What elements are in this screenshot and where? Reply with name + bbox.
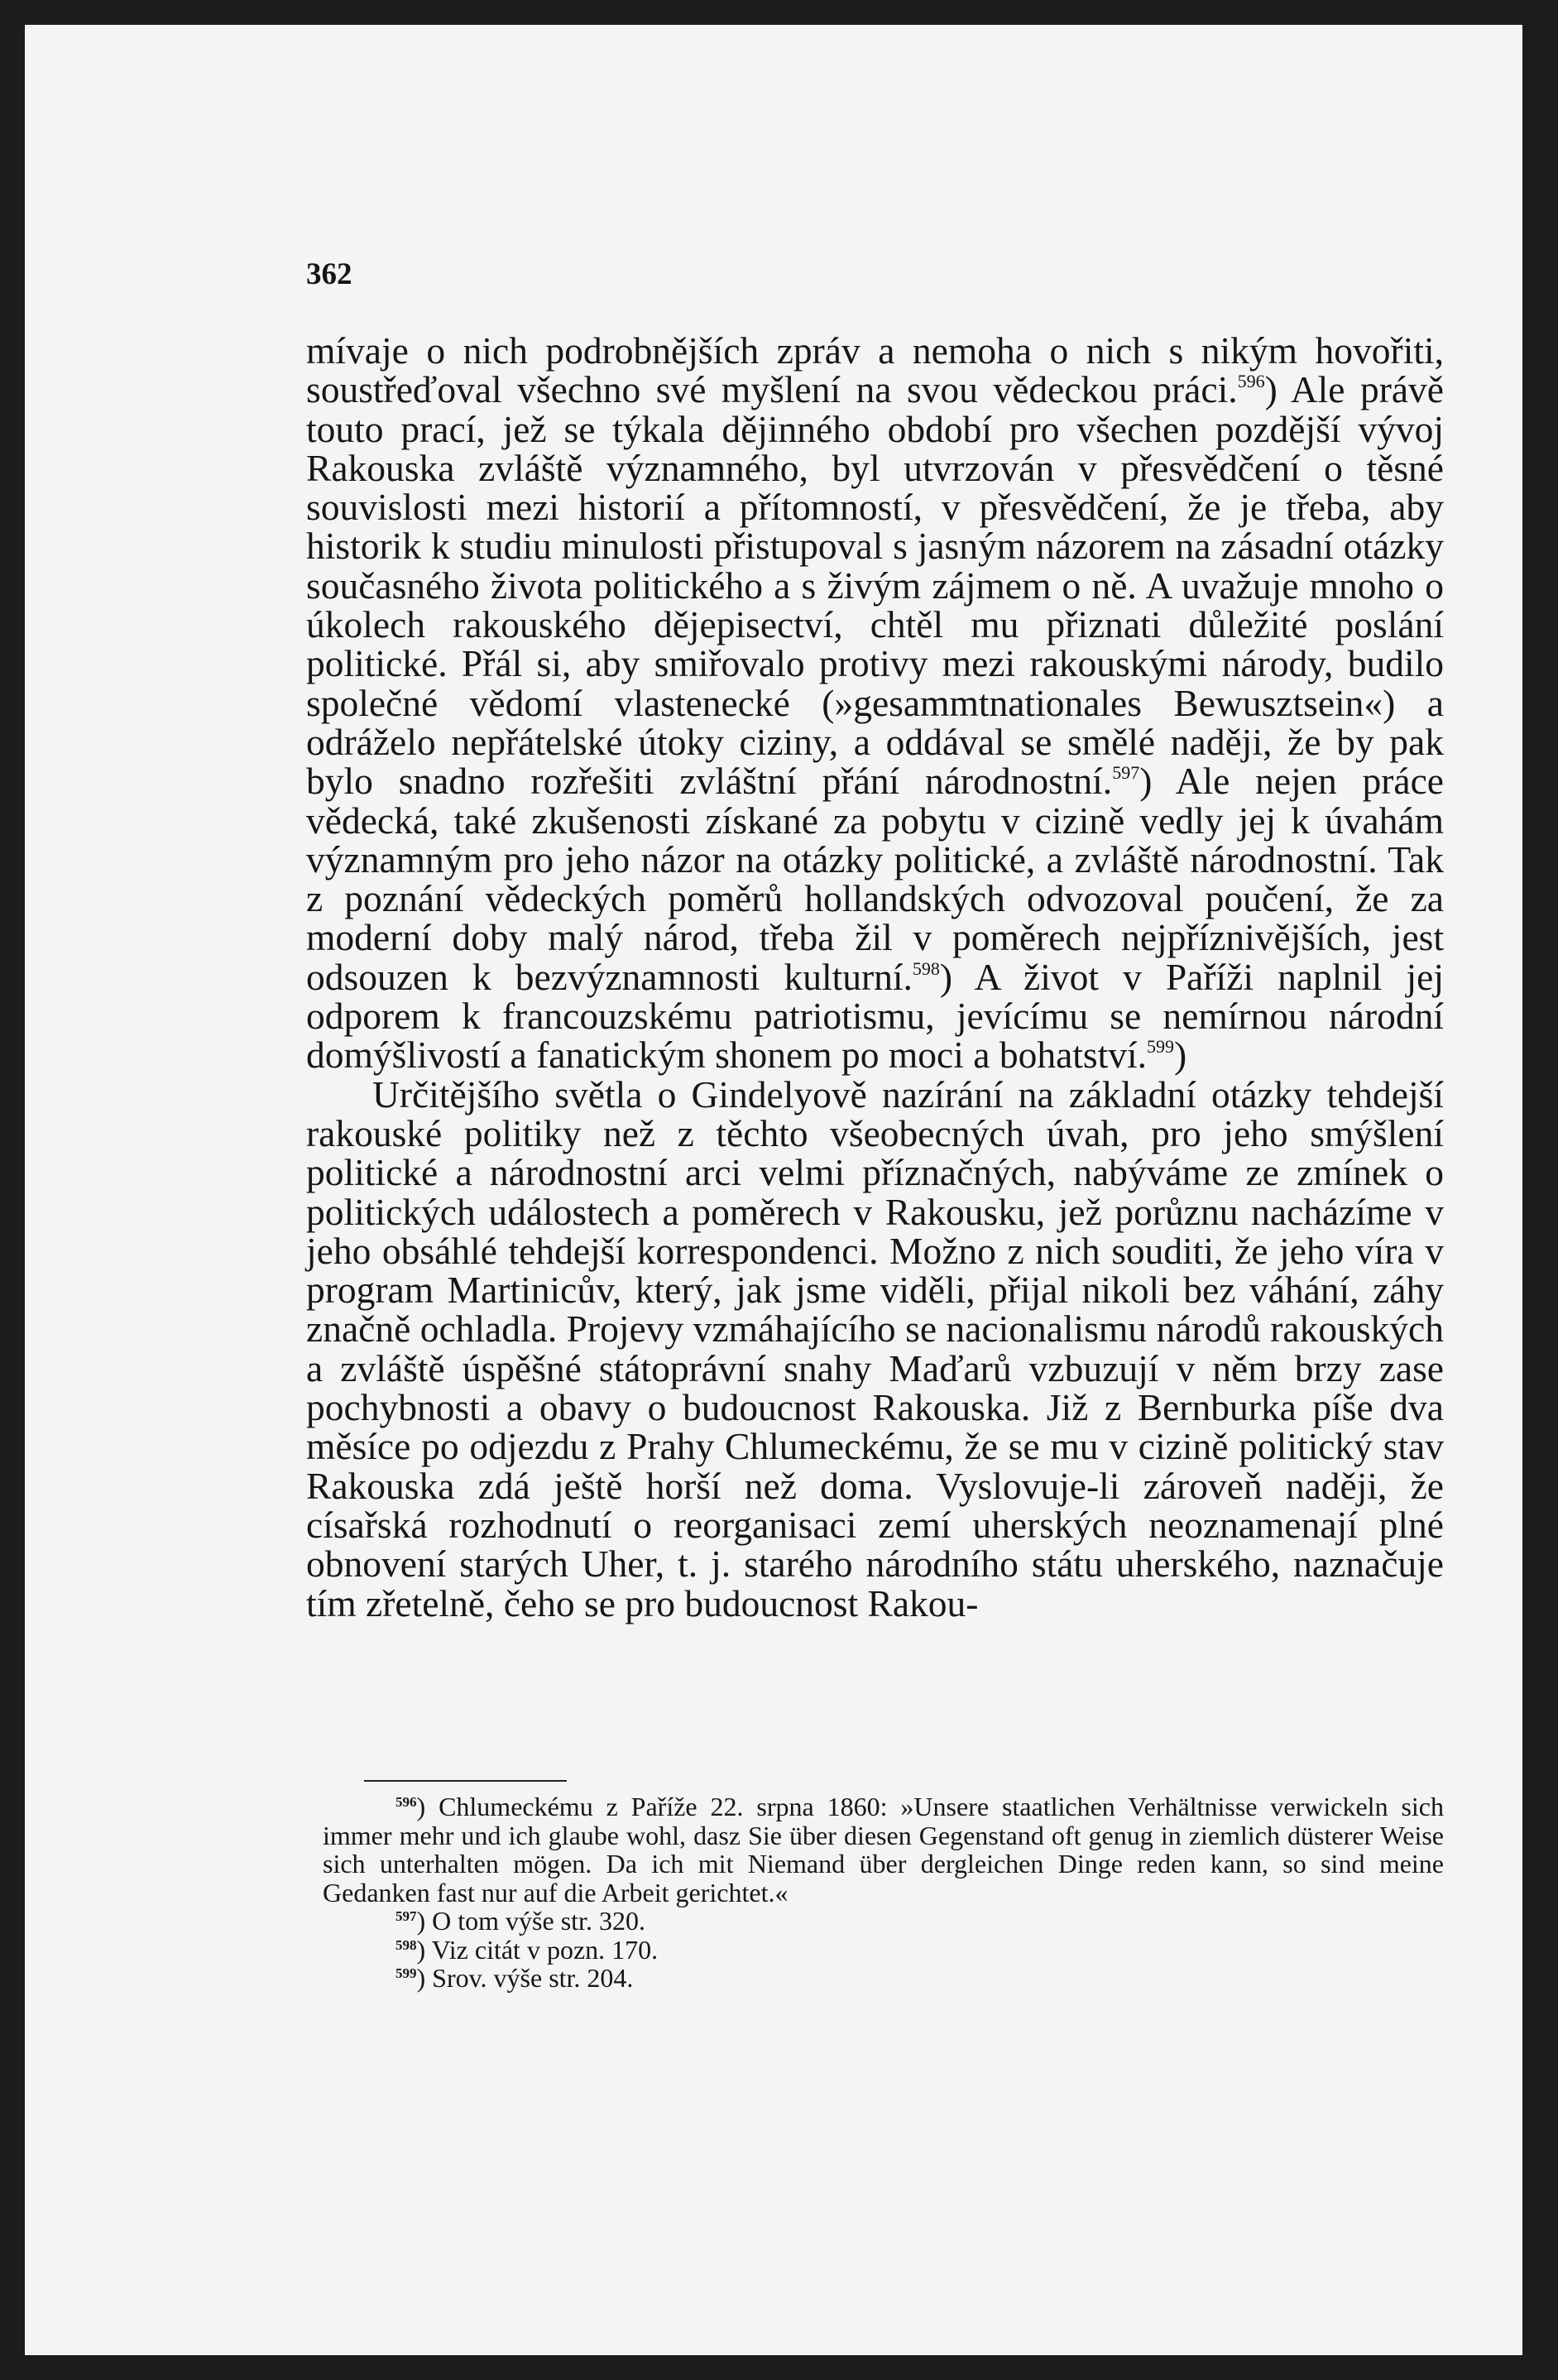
footnote-mark: 597 [395,1908,417,1924]
footnote-ref: 598 [912,957,940,979]
paragraph-text: mívaje o nich podrobnějších zpráv a nemoha o nich s nikým hovořiti, soustřeďoval všechno své myšlení na svou vědeckou práci. [306,329,1444,411]
footnote-divider [364,1780,567,1782]
footnote-text: Viz citát v pozn. 170. [431,1934,659,1965]
paragraph-text: ) A život v Paříži naplnil jej odporem k francouzskému patriotismu, jevícímu se nemírnou národní domýšlivostí a fanatickým shonem po moci a bohatství. [306,955,1444,1077]
body-text [306,331,1444,1623]
page-number: 362 [306,257,352,291]
footnote-ref: 596 [1237,371,1265,392]
footnote: $^{596}$) Chlumeckému z Paříže 22. srpna 1860: »Unsere staatlichen Verhältnisse verwickeln sich immer mehr und ich glaube wohl, dasz Sie über diesen Gegenstand oft genug in ziemlich düsterer Weise sich unterhalten mögen. Da ich mit Niemand über dergleichen Dinge reden kann, so sind meine Gedanken fast nur auf die Arbeit gerichtet.« [323,1792,1445,1907]
footnote-text: O tom výše str. 320. [432,1906,645,1936]
footnote: $^{599}$) Srov. výše str. 204. [395,1963,634,1993]
footnote-ref: 599 [1147,1036,1175,1058]
footnote-mark: 596 [395,1794,417,1810]
book-page [25,25,1522,2355]
paragraph-text: ) Ale nejen práce vědecká, také zkušenosti získané za pobytu v cizině vedly jej k úvahám významným pro jeho názor na otázky politické, a zvláště národnostní. Tak z poznání vědeckých poměrů hollandských odvozoval poučení, že za moderní doby malý národ, třeba žil v poměrech nejpříznivějších, jest odsouzen k bezvýznamnosti kulturní. [306,760,1444,998]
paragraph-text: ) Ale právě touto prací, jež se týkala dějinného období pro všechen pozdější vývoj Rakouska zvláště významného, byl utvrzován v přesvědčení o těsné souvislosti mezi historií a přítomností, v přesvědčení, že je třeba, aby historik k studiu minulosti přistupoval s jasným názorem na zásadní otázky současného života politického a s živým zájmem o ně. A uvažuje mnoho o úkolech rakouského dějepisectví, chtěl mu přiznati důležité poslání politické. Přál si, aby smiřovalo protivy mezi rakouskými národy, budilo společné vědomí vlastenecké (»gesammtnationales Bewusztsein«) a odráželo nepřátelské útoky ciziny, a oddával se smělé naději, že by pak bylo snadno rozřešiti zvláštní přání národnostní. [306,368,1444,803]
footnote-mark: 599 [395,1965,417,1981]
paragraph: Určitějšího světla o Gindelyově nazírání na základní otázky tehdejší rakouské politiky než z těchto všeobecných úvah, pro jeho smýšlení politické a národnostní arci velmi příznačných, nabýváme ze zmínek o politických událostech a poměrech v Rakousku, jež porůznu nacházíme v jeho obsáhlé tehdejší korrespondenci. Možno z nich souditi, že jeho víra v program Martinicův, který, jak jsme viděli, přijal nikoli bez váhání, záhy značně ochladla. Projevy vzmáhajícího se nacionalismu národů rakouských a zvláště úspěšné státoprávní snahy Maďarů vzbuzují v něm brzy zase pochybnosti a obavy o budoucnost Rakouska. Již z Bernburka píše dva měsíce po odjezdu z Prahy Chlumeckému, že se mu v cizině politický stav Rakouska zdá ještě horší než doma. Vyslovuje-li zároveň naději, že císařská rozhodnutí o reorganisaci zemí uherských neoznamenají plné obnovení starých Uher, t. j. starého národního státu uherského, naznačuje tím zřetelně, čeho se pro budoucnost Rakou- [306,1072,1444,1624]
footnote-ref: 597 [1112,762,1140,784]
paragraph-text: ) [1174,1034,1187,1077]
footnote-mark: 598 [395,1936,417,1953]
footnote: $^{597}$) O tom výše str. 320. [395,1906,645,1936]
paragraph [306,331,1444,1075]
footnote-text: Chlumeckému z Paříže 22. srpna 1860: »Unsere staatlichen Verhältnisse verwickeln sich immer mehr und ich glaube wohl, dasz Sie über diesen Gegenstand oft genug in ziemlich düsterer Weise sich unterhalten mögen. Da ich mit Niemand über dergleichen Dinge reden kann, so sind meine Gedanken fast nur auf die Arbeit gerichtet.« [323,1792,1445,1907]
footnote-text: Srov. výše str. 204. [432,1963,634,1993]
footnotes [323,1792,1444,1993]
footnote: $^{598}$) Viz citát v pozn. 170. [395,1934,659,1965]
